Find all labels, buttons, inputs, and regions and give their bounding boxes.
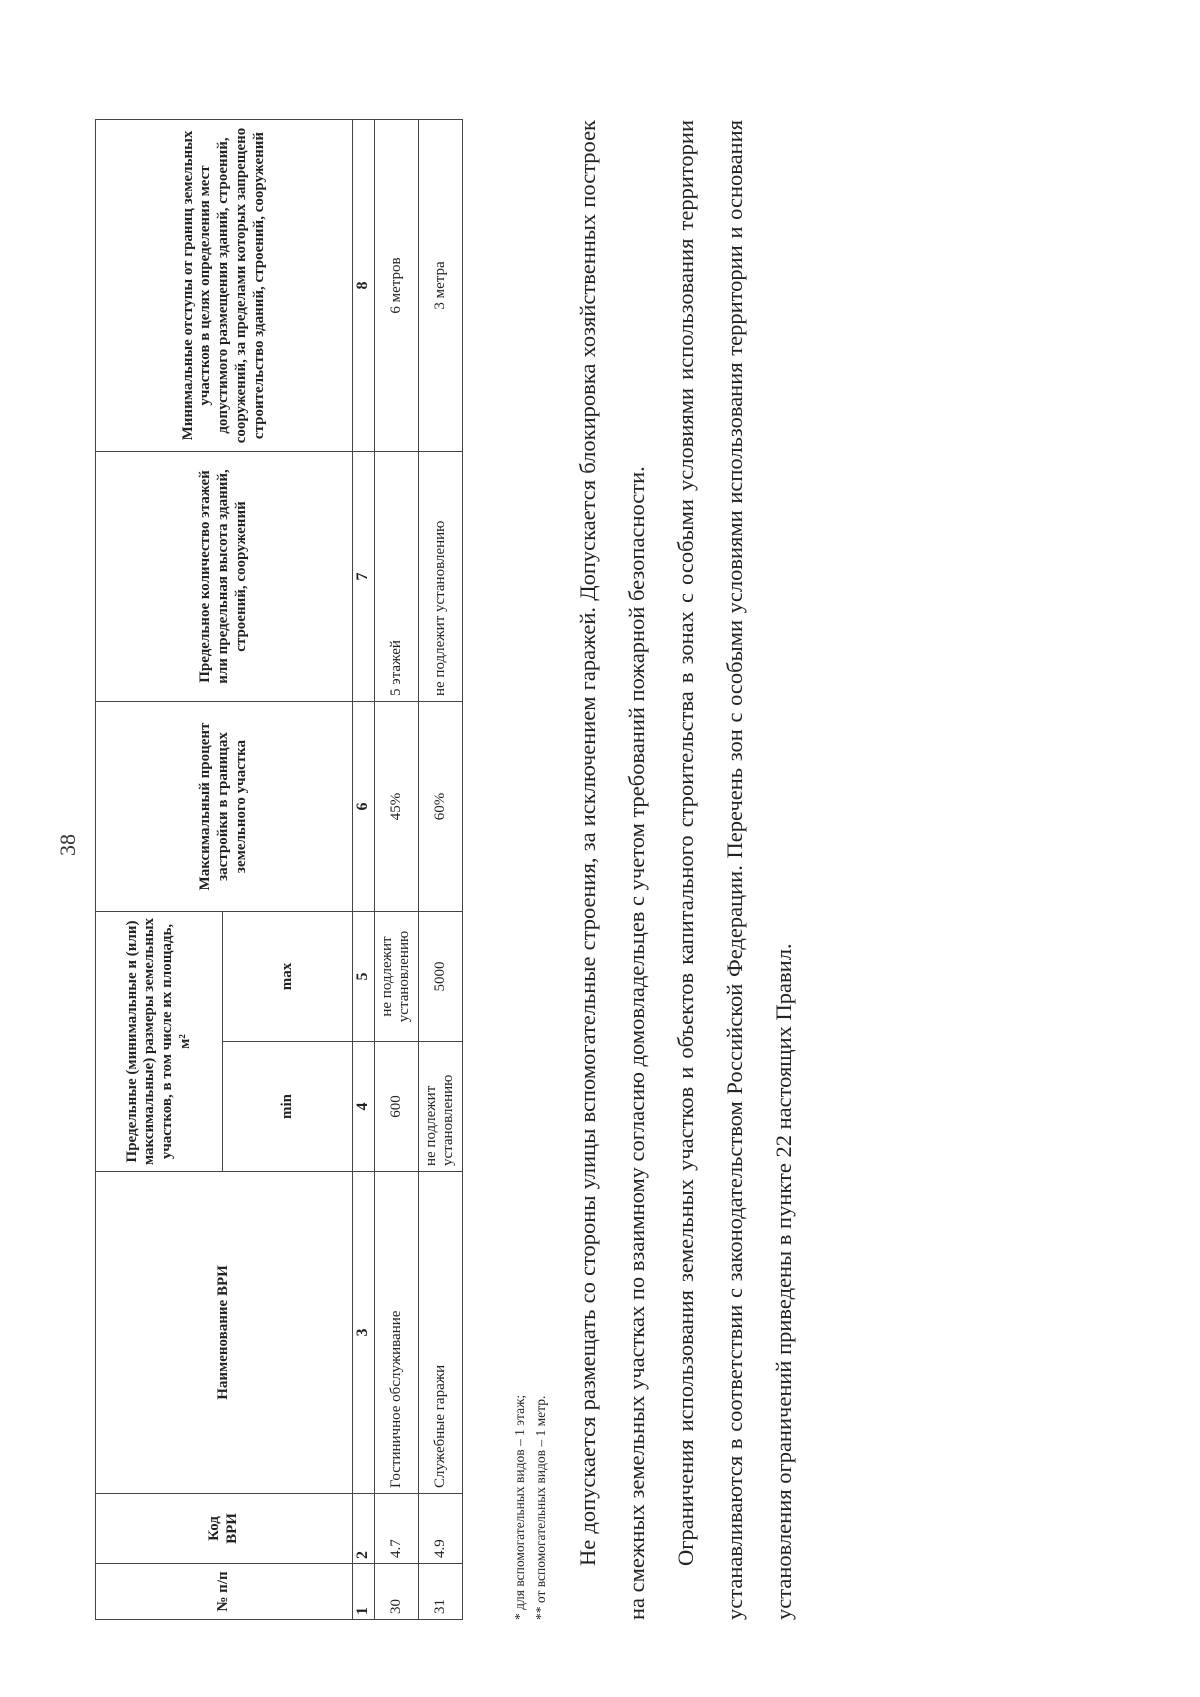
header-num: № п/п <box>96 1564 353 1620</box>
body-text <box>563 120 808 1620</box>
paragraph: Не допускается размещать со стороны улицы вспомогательные строения, за исключением гаражей. Допускается блокировка хозяйственных построек на смежных земельных участках по взаимному согласию домовладельцев с учетом требований пожарной безопасности. <box>575 120 649 1620</box>
column-number: 2 <box>353 1494 375 1564</box>
footnote: ** от вспомогательных видов – 1 метр. <box>532 1395 548 1620</box>
cell-setback: 3 метра <box>418 120 462 452</box>
column-number: 4 <box>353 1042 375 1172</box>
header-name: Наименование ВРИ <box>96 1172 353 1494</box>
rotated-content <box>55 70 1105 1620</box>
cell-percent: 60% <box>418 702 462 912</box>
page-number: 38 <box>55 834 80 856</box>
cell-percent: 45% <box>374 702 418 912</box>
header-code: Код ВРИ <box>96 1494 353 1564</box>
regulations-table <box>95 119 463 1620</box>
cell-floors: 5 этажей <box>374 452 418 702</box>
column-number: 6 <box>353 702 375 912</box>
cell-min: не подлежит установлению <box>418 1042 462 1172</box>
cell-setback: 6 метров <box>374 120 418 452</box>
column-number: 5 <box>353 912 375 1042</box>
cell-max: не подлежит установлению <box>374 912 418 1042</box>
cell-num: 31 <box>418 1564 462 1620</box>
table-row <box>374 120 418 1620</box>
cell-code: 4.9 <box>418 1494 462 1564</box>
header-floors: Предельное количество этажей или предельная высота зданий, строений, сооружений <box>96 452 353 702</box>
header-percent: Максимальный процент застройки в границах земельного участка <box>96 702 353 912</box>
cell-name: Служебные гаражи <box>418 1172 462 1494</box>
header-setback: Минимальные отступы от границ земельных участков в целях определения мест допустимого размещения зданий, строений, сооружений, за пределами которых запрещено строительство зданий, строений, сооружений <box>96 120 353 452</box>
column-numbers-row <box>353 120 375 1620</box>
header-min: min <box>223 1042 353 1172</box>
footnote: * для вспомогательных видов – 1 этаж; <box>512 1394 527 1620</box>
column-number: 7 <box>353 452 375 702</box>
column-number: 8 <box>353 120 375 452</box>
table-row <box>418 120 462 1620</box>
cell-max: 5000 <box>418 912 462 1042</box>
table-footnotes <box>510 1395 552 1620</box>
column-number: 1 <box>353 1564 375 1620</box>
column-number: 3 <box>353 1172 375 1494</box>
paragraph: Ограничения использования земельных участков и объектов капитального строительства в зонах с особыми условиями использования территории устанавливаются в соответствии с законодательством Российской Федерации. Перечень зон с особыми условиями использования территории и основания установления ограничений приведены в пункте 22 настоящих Правил. <box>673 120 796 1620</box>
cell-floors: не подлежит установлению <box>418 452 462 702</box>
cell-num: 30 <box>374 1564 418 1620</box>
cell-name: Гостиничное обслуживание <box>374 1172 418 1494</box>
header-sizes: Предельные (минимальные и (или) максимальные) размеры земельных участков, в том числе их площадь, м² <box>96 912 223 1172</box>
header-row-1 <box>96 120 223 1620</box>
header-max: max <box>223 912 353 1042</box>
cell-min: 600 <box>374 1042 418 1172</box>
cell-code: 4.7 <box>374 1494 418 1564</box>
